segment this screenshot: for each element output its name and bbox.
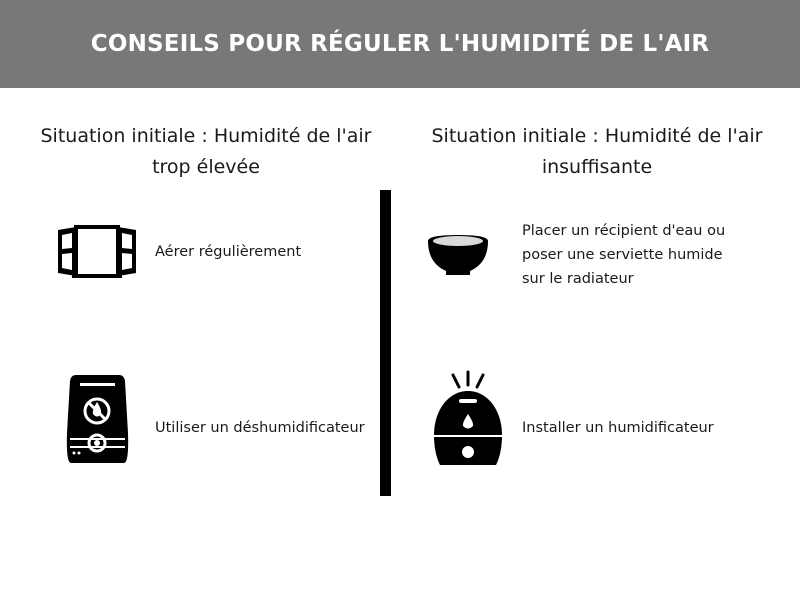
page-title: CONSEILS POUR RÉGULER L'HUMIDITÉ DE L'AIR <box>90 31 710 57</box>
open-window-icon <box>56 224 138 280</box>
column-divider <box>380 190 391 496</box>
dehumidifier-icon <box>66 373 129 465</box>
tip-water-bowl-line3: sur le radiateur <box>522 271 634 287</box>
tip-humidifier: Installer un humidificateur <box>522 420 714 436</box>
left-title-line2: trop élevée <box>152 156 260 178</box>
header-banner <box>0 0 800 88</box>
tip-aerate: Aérer régulièrement <box>155 244 302 260</box>
right-column-title <box>417 121 777 183</box>
humidifier-icon <box>432 369 504 469</box>
water-bowl-icon <box>426 227 490 277</box>
right-title-line2: insuffisante <box>541 156 653 178</box>
tip-water-bowl-line2: poser une serviette humide <box>522 247 723 263</box>
left-column-title <box>26 121 386 183</box>
right-title-line1: Situation initiale : Humidité de l'air <box>431 125 763 147</box>
tip-dehumidifier: Utiliser un déshumidificateur <box>155 420 365 436</box>
left-title-line1: Situation initiale : Humidité de l'air <box>40 125 372 147</box>
tip-water-bowl-line1: Placer un récipient d'eau ou <box>522 223 726 239</box>
tip-water-bowl <box>522 219 725 291</box>
